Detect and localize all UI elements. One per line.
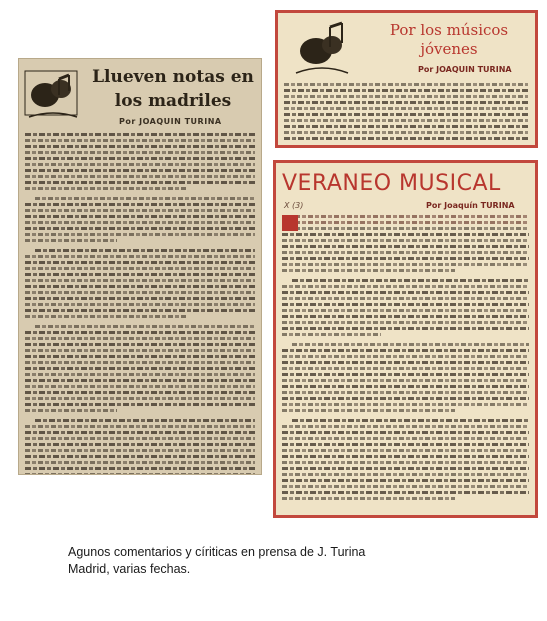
handwritten-mark: X (3) (284, 201, 304, 210)
drop-capital (282, 215, 298, 231)
photo-caption (68, 544, 468, 578)
clipping-llueven-notas (18, 58, 262, 475)
article-body-text (284, 83, 528, 143)
clipping-title: Por los músicos jóvenes (389, 21, 509, 58)
caption-line-1: Agunos comentarios y círiticas en prensa de J. Turina (68, 545, 366, 559)
clipping-byline: Por JOAQUIN TURINA (119, 117, 222, 126)
clipping-musicos-jovenes (275, 10, 538, 148)
clipping-byline: Por JOAQUIN TURINA (418, 65, 512, 74)
clipping-title: Llueven notas en los madriles (92, 67, 254, 111)
clipping-veraneo-musical (273, 160, 538, 518)
article-body-text (25, 133, 255, 475)
caption-line-2: Madrid, varias fechas. (68, 562, 191, 576)
clipping-title: VERANEO MUSICAL (282, 171, 501, 196)
article-body-text (282, 215, 529, 503)
musical-notes-emblem-icon (23, 65, 83, 123)
musical-notes-emblem-icon (292, 17, 352, 79)
clipping-byline: Por Joaquín TURINA (426, 201, 515, 210)
